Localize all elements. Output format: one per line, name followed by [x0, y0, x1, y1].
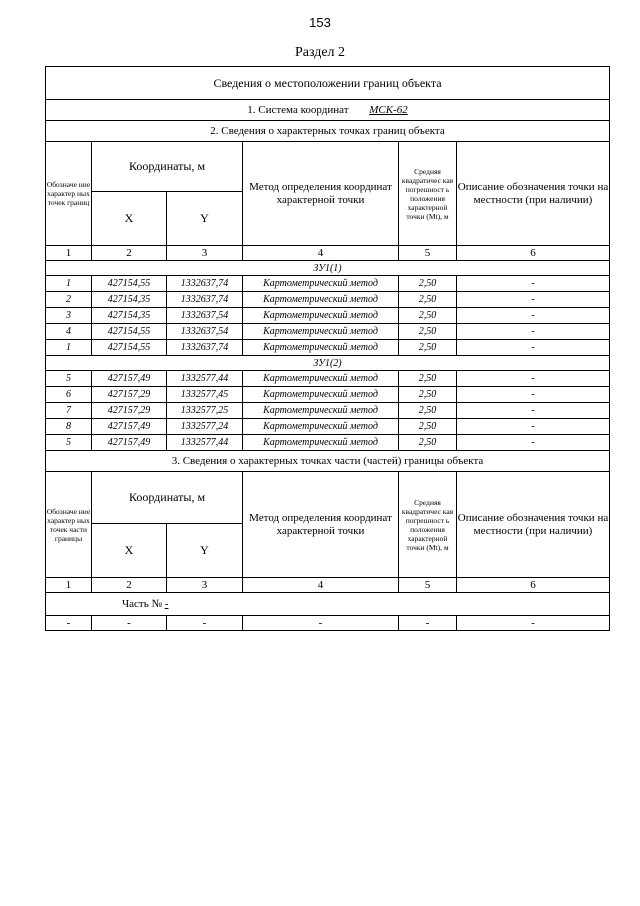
- header-method: Метод определения координат характерной точки: [243, 142, 399, 246]
- description-cell: -: [457, 435, 610, 451]
- method-cell: Картометрический метод: [243, 371, 399, 387]
- point-cell: 4: [46, 324, 92, 340]
- x-cell: -: [92, 616, 167, 631]
- error-cell: 2,50: [399, 292, 457, 308]
- x-cell: 427157,29: [92, 403, 167, 419]
- point-cell: -: [46, 616, 92, 631]
- x-cell: 427154,55: [92, 340, 167, 356]
- point-cell: 3: [46, 308, 92, 324]
- header-description: Описание обозначения точки на местности (при наличии): [457, 142, 610, 246]
- x-cell: 427157,49: [92, 419, 167, 435]
- x-cell: 427154,35: [92, 308, 167, 324]
- description-cell: -: [457, 371, 610, 387]
- y-cell: 1332577,45: [167, 387, 243, 403]
- column-number: 5: [399, 578, 457, 593]
- column-number: 4: [243, 578, 399, 593]
- error-cell: 2,50: [399, 324, 457, 340]
- table-row: [46, 276, 610, 292]
- table-row: [46, 616, 610, 631]
- point-cell: 7: [46, 403, 92, 419]
- point-cell: 5: [46, 371, 92, 387]
- description-cell: -: [457, 403, 610, 419]
- x-cell: 427157,29: [92, 387, 167, 403]
- description-cell: -: [457, 340, 610, 356]
- table-row: [46, 435, 610, 451]
- table-title: Сведения о местоположении границ объекта: [46, 67, 610, 100]
- table-row: [46, 403, 610, 419]
- header-method: Метод определения координат характерной точки: [243, 472, 399, 578]
- column-number: 3: [167, 578, 243, 593]
- column-number: 5: [399, 246, 457, 261]
- method-cell: Картометрический метод: [243, 340, 399, 356]
- error-cell: 2,50: [399, 419, 457, 435]
- column-numbers-row: [46, 578, 610, 593]
- error-cell: 2,50: [399, 276, 457, 292]
- table-row: [46, 292, 610, 308]
- error-cell: 2,50: [399, 371, 457, 387]
- section3-title: 3. Сведения о характерных точках части (частей) границы объекта: [46, 451, 610, 472]
- y-cell: 1332637,74: [167, 340, 243, 356]
- description-cell: -: [457, 387, 610, 403]
- description-cell: -: [457, 308, 610, 324]
- section2-title: 2. Сведения о характерных точках границ объекта: [46, 121, 610, 142]
- method-cell: Картометрический метод: [243, 276, 399, 292]
- y-cell: 1332637,74: [167, 292, 243, 308]
- y-cell: 1332577,44: [167, 371, 243, 387]
- part-label: Часть №: [122, 598, 162, 610]
- point-cell: 1: [46, 340, 92, 356]
- table-row: [46, 340, 610, 356]
- header-x: X: [92, 524, 167, 578]
- point-cell: 5: [46, 435, 92, 451]
- header-description: Описание обозначения точки на местности (при наличии): [457, 472, 610, 578]
- point-cell: 2: [46, 292, 92, 308]
- method-cell: Картометрический метод: [243, 308, 399, 324]
- header-y: Y: [167, 192, 243, 246]
- error-cell: -: [399, 616, 457, 631]
- group-title: ЗУ1(1): [46, 261, 610, 276]
- y-cell: 1332577,44: [167, 435, 243, 451]
- description-cell: -: [457, 276, 610, 292]
- column-number: 6: [457, 246, 610, 261]
- error-cell: 2,50: [399, 387, 457, 403]
- column-number: 4: [243, 246, 399, 261]
- column-number: 3: [167, 246, 243, 261]
- header-coordinates: Координаты, м: [92, 142, 243, 192]
- description-cell: -: [457, 292, 610, 308]
- error-cell: 2,50: [399, 435, 457, 451]
- x-cell: 427157,49: [92, 371, 167, 387]
- error-cell: 2,50: [399, 403, 457, 419]
- table-row: [46, 419, 610, 435]
- header-x: X: [92, 192, 167, 246]
- coordinate-system-label: 1. Система координат: [247, 104, 349, 116]
- boundary-table: [45, 66, 610, 631]
- y-cell: 1332577,25: [167, 403, 243, 419]
- column-number: 6: [457, 578, 610, 593]
- column-number: 1: [46, 578, 92, 593]
- method-cell: -: [243, 616, 399, 631]
- table-row: [46, 371, 610, 387]
- page-number: 153: [309, 15, 331, 30]
- method-cell: Картометрический метод: [243, 403, 399, 419]
- error-cell: 2,50: [399, 340, 457, 356]
- header-point-label-part: Обозначе ние характер ных точек части границы: [46, 472, 92, 578]
- group-title: ЗУ1(2): [46, 356, 610, 371]
- part-value: -: [164, 598, 169, 610]
- x-cell: 427157,49: [92, 435, 167, 451]
- description-cell: -: [457, 324, 610, 340]
- table-row: [46, 308, 610, 324]
- column-numbers-row: [46, 246, 610, 261]
- x-cell: 427154,35: [92, 292, 167, 308]
- description-cell: -: [457, 419, 610, 435]
- section-title: Раздел 2: [294, 45, 346, 60]
- header-point-label: Обозначе ние характер ных точек границ: [46, 142, 92, 246]
- column-number: 2: [92, 246, 167, 261]
- x-cell: 427154,55: [92, 276, 167, 292]
- header-y: Y: [167, 524, 243, 578]
- table-row: [46, 324, 610, 340]
- header-coordinates: Координаты, м: [92, 472, 243, 524]
- point-cell: 6: [46, 387, 92, 403]
- table-row: [46, 387, 610, 403]
- y-cell: 1332637,54: [167, 324, 243, 340]
- description-cell: -: [457, 616, 610, 631]
- part-row: [46, 593, 610, 616]
- method-cell: Картометрический метод: [243, 292, 399, 308]
- method-cell: Картометрический метод: [243, 435, 399, 451]
- x-cell: 427154,55: [92, 324, 167, 340]
- y-cell: 1332637,74: [167, 276, 243, 292]
- method-cell: Картометрический метод: [243, 419, 399, 435]
- header-error: Средняя квадратичес кая погрешност ь положения характерной точки (Mt), м: [399, 472, 457, 578]
- point-cell: 1: [46, 276, 92, 292]
- column-number: 1: [46, 246, 92, 261]
- method-cell: Картометрический метод: [243, 387, 399, 403]
- coordinate-system-row: [46, 100, 610, 121]
- y-cell: 1332637,54: [167, 308, 243, 324]
- error-cell: 2,50: [399, 308, 457, 324]
- point-cell: 8: [46, 419, 92, 435]
- header-error: Средняя квадратичес кая погрешност ь положения характерной точки (Mt), м: [399, 142, 457, 246]
- y-cell: -: [167, 616, 243, 631]
- column-number: 2: [92, 578, 167, 593]
- coordinate-system-value: МСК-62: [369, 104, 408, 116]
- y-cell: 1332577,24: [167, 419, 243, 435]
- method-cell: Картометрический метод: [243, 324, 399, 340]
